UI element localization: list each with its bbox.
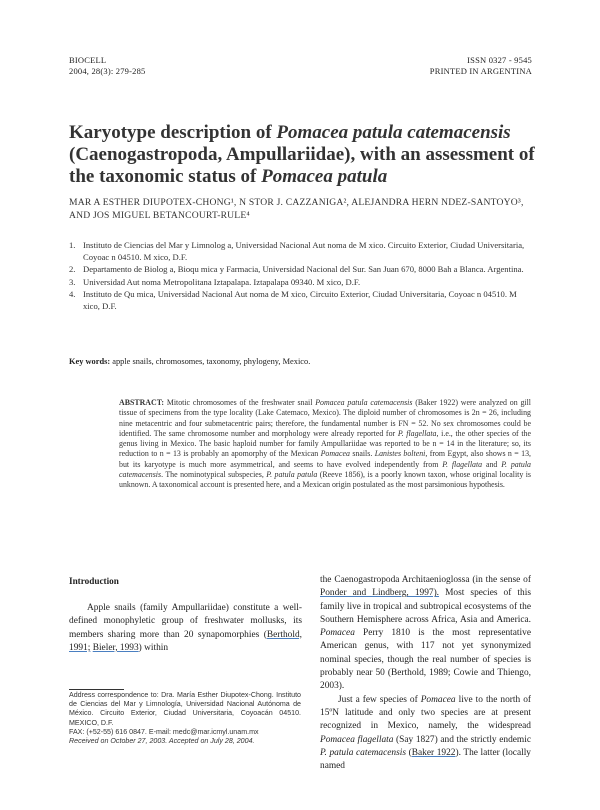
affiliation-item (69, 240, 531, 263)
paragraph (69, 602, 302, 655)
species-name: Pomacea (420, 694, 456, 705)
affiliation-item (69, 264, 531, 276)
body-text: live to the north of 15ºN latitude and only two species are at present recognized in Mexico, namely, the widespread (320, 694, 532, 732)
journal-header (69, 55, 145, 77)
affiliation-number: 1. (69, 240, 76, 250)
affiliation-number: 2. (69, 264, 76, 275)
abstract-species: P. patula patula (266, 470, 318, 480)
body-text: ) within (138, 642, 169, 653)
correspondence-footnote (69, 691, 301, 746)
printed-in: PRINTED IN ARGENTINA (429, 66, 532, 76)
affiliation-item (69, 289, 531, 312)
citation-link[interactable]: Ponder and Lindberg, 1997). (320, 588, 440, 599)
abstract-text: . The nominotypical subspecies, (161, 470, 267, 480)
abstract-species: P. flagellata (397, 428, 437, 438)
citation-link[interactable]: Baker 1922 (411, 747, 456, 758)
affiliation-number: 4. (69, 289, 76, 300)
title-text-2: (Caenogastropoda, Ampullariidae), with an assessment of the taxonomic status of (69, 144, 535, 187)
abstract-species: P. patula catemacensis (119, 459, 531, 480)
abstract-species: Pomacea patula catemacensis (315, 398, 413, 407)
affiliation-number: 3. (69, 276, 76, 287)
abstract-text: (Baker 1922) were analyzed on gill tissue of specimens from the type locality (Lake Catemaco, Mexico). The diploid number of chromosomes is 2n = 26, including nine metacentric and four submetacentric pairs; therefore, the fundamental number is FN = 52. No sex chromosomes could be identified. The same chromosome number and morphology were already reported for (119, 398, 531, 438)
abstract-text: (Reeve 1856), is a poorly known taxon, whose original locality is unknown. A taxonomical account is presented here, and a Mexican origin postulated as the most parsimonious hypothesis. (119, 470, 531, 490)
affiliation-text: Instituto de Ciencias del Mar y Limnolog a, Universidad Nacional Aut noma de M xico. Circuito Exterior, Ciudad Universitaria, Coyoac n 04510. M xico, D.F. (83, 240, 525, 262)
affiliation-text: Universidad Aut noma Metropolitana Iztapalapa. Iztapalapa 09340. M xico, D.F. (83, 276, 361, 287)
body-column-left (69, 602, 302, 655)
author-list: MAR A ESTHER DIUPOTEX-CHONG¹, N STOR J. CAZZANIGA², ALEJANDRA HERN NDEZ-SANTOYO³, AND JOS MIGUEL BETANCOURT-RULE⁴ (69, 197, 524, 221)
title-text: Karyotype description of (69, 122, 277, 143)
body-text: the Caenogastropoda Architaenioglossa (in the sense of (320, 575, 531, 585)
abstract (119, 398, 531, 491)
keywords-label: Key words: (69, 357, 111, 366)
keywords-text: apple snails, chromosomes, taxonomy, phylogeny, Mexico. (110, 357, 311, 366)
affiliation-list (69, 240, 531, 314)
affiliation-item (69, 277, 531, 289)
body-text: Just a few species of (338, 694, 421, 705)
section-heading: Introduction (69, 576, 119, 586)
paper-title (69, 122, 539, 188)
abstract-species: Lanistes bolteni (374, 449, 426, 459)
issn-header (430, 55, 532, 77)
abstract-text: and (482, 459, 502, 469)
abstract-label: ABSTRACT: (119, 398, 165, 407)
abstract-text: Mitotic chromosomes of the freshwater snail (164, 398, 316, 407)
body-text: Most species of this family live in tropical and subtropical ecosystems of the Southern Hemisphere across Africa, Asia and America. (320, 588, 531, 625)
species-name: P. patula catemacensis (320, 747, 406, 758)
body-text: ). The latter (locally named (320, 747, 531, 772)
keywords (69, 356, 531, 367)
abstract-text: , from Egypt, also shows n = 13, but its karyotype is much more asymmetrical, and seems to have evolved independently from (119, 449, 531, 469)
abstract-species: P. flagellata (442, 459, 483, 469)
affiliation-text: Instituto de Qu mica, Universidad Nacional Aut noma de M xico, Circuito Exterior, Ciudad Universitaria, Coyoac n 04510. M xico, D.F. (83, 289, 517, 311)
title-species: Pomacea patula catemacensis (276, 122, 511, 143)
body-text: (Say 1827) and the strictly endemic (393, 734, 531, 745)
species-name: Pomacea flagellata (320, 734, 394, 745)
citation-link[interactable]: Berthold, 1991; (69, 629, 302, 653)
paragraph (320, 574, 531, 694)
body-text: Apple snails (family Ampullariidae) constitute a well-defined monophyletic group of freshwater mollusks, its members sharing more than 20 synapomorphies ( (69, 603, 302, 640)
footnote-divider (69, 689, 124, 690)
body-text: Perry 1810 is the most representative American genus, with 117 not yet synonymized nominal species, though the real number of species is probably near 50 (Berthold, 1989; Cowie and Thiengo, 2003). (320, 628, 531, 692)
issn: ISSN 0327 - 9545 (467, 55, 532, 65)
title-species-2: Pomacea patula (261, 166, 388, 187)
footnote-address: Address correspondence to: Dra. María Esther Diupotex-Chong. Instituto de Ciencias del Mar y Limnología, Universidad Nacional Autónoma de México. Circuito Exterior, Ciudad Universitaria, Coyoacán 04510. MEXICO, D.F. (69, 691, 301, 727)
journal-issue: 2004, 28(3): 279-285 (69, 66, 146, 76)
species-name: Pomacea (320, 628, 355, 639)
abstract-text: , i.e., the other species of the genus living in Mexico. The basic haploid number for family Ampullariidae was reported to be n = 14 in the literature; so, its reduction to n = 13 is probably an apomorphy of the Mexican (119, 428, 531, 459)
abstract-text: snails. (349, 449, 375, 459)
affiliation-text: Departamento de Biolog a, Bioqu mica y Farmacia, Universidad Nacional del Sur. San Juan 670, 8000 Bah a Blanca. Argentina. (83, 264, 524, 275)
citation-link[interactable]: Bieler, 1993 (92, 642, 139, 653)
body-column-right (320, 574, 531, 773)
footnote-contact: FAX: (+52-55) 616 0847. E-mail: medc@mar.icmyl.unam.mx (69, 727, 259, 736)
footnote-received: Received on October 27, 2003. Accepted on July 28, 2004. (69, 737, 255, 746)
paragraph (320, 694, 531, 774)
abstract-species: Pomacea (320, 449, 350, 459)
journal-name: BIOCELL (69, 55, 107, 65)
body-text: ( (406, 747, 412, 758)
